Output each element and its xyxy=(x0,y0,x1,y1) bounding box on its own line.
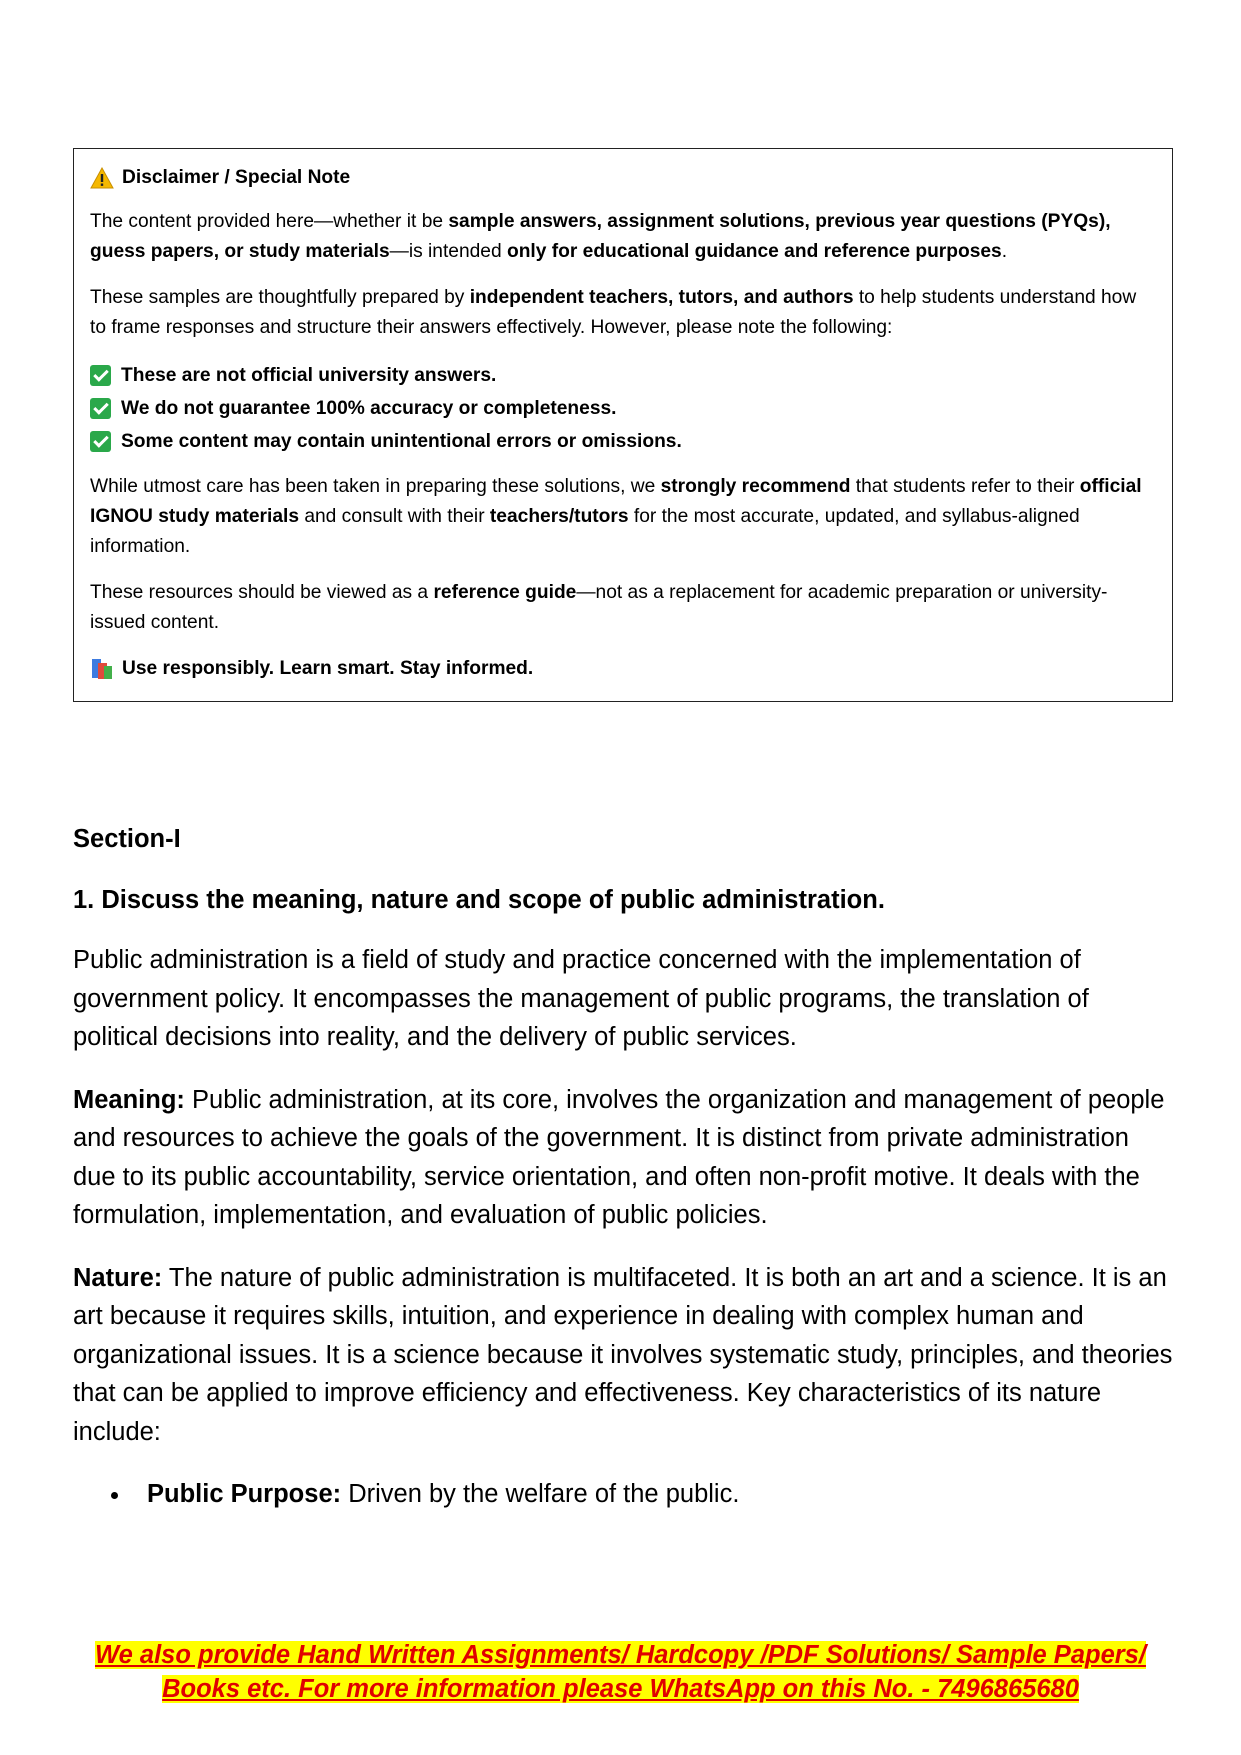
intro-paragraph: Public administration is a field of study and practice concerned with the implementation of government policy. It encompasses the management of public programs, the translation of political decisions into reality, and the delivery of public services. xyxy=(73,946,1089,1051)
check-item-text: Some content may contain unintentional errors or omissions. xyxy=(121,430,682,452)
promo-line-1: We also provide Hand Written Assignments/ Hardcopy /PDF Solutions/ Sample Papers/ xyxy=(95,1641,1146,1669)
text-run: and consult with their xyxy=(299,506,490,527)
text-run: While utmost care has been taken in preparing these solutions, we xyxy=(90,476,661,497)
bold-run: only for educational guidance and reference purposes xyxy=(506,241,1002,262)
check-item xyxy=(90,425,1156,458)
text-run: —not as a replacement for academic preparation or university-issued content. xyxy=(90,582,1108,633)
text-run: for the most accurate, updated, and syllabus-aligned information. xyxy=(90,506,1080,557)
bold-run: independent teachers, tutors, and authors xyxy=(469,287,854,308)
check-item xyxy=(90,359,1156,392)
text-run: The content provided here—whether it be xyxy=(90,211,449,232)
text-run: that students refer to their xyxy=(850,476,1080,497)
list-item xyxy=(147,1475,1173,1514)
bold-run: official IGNOU study materials xyxy=(90,476,1142,527)
disclaimer-box xyxy=(73,148,1173,702)
checkmark-icon xyxy=(90,398,111,419)
bold-run: sample answers, assignment solutions, previous year questions (PYQs), guess papers, or study materials xyxy=(90,211,1111,262)
meaning-text: Public administration, at its core, involves the organization and management of people and resources to achieve the goals of the government. It is distinct from private administration due to its public accountability, service orientation, and often non-profit motive. It deals with the formulation, implementation, and evaluation of public policies. xyxy=(73,1085,1165,1229)
question-heading: 1. Discuss the meaning, nature and scope of public administration. xyxy=(73,885,885,914)
promo-banner xyxy=(0,1638,1241,1706)
bold-run: teachers/tutors xyxy=(489,506,629,527)
check-item-text: These are not official university answers. xyxy=(121,364,497,386)
text-run: . xyxy=(1001,241,1008,262)
meaning-paragraph xyxy=(73,1081,1173,1235)
disclaimer-paragraph-1 xyxy=(90,207,1156,267)
nature-paragraph xyxy=(73,1259,1173,1452)
disclaimer-footer xyxy=(90,654,1156,684)
disclaimer-title xyxy=(90,163,1156,193)
disclaimer-paragraph-4 xyxy=(90,578,1156,638)
main-content xyxy=(73,820,1173,1514)
disclaimer-paragraph-2 xyxy=(90,283,1156,343)
check-item xyxy=(90,392,1156,425)
books-icon xyxy=(90,657,114,681)
text-run: These samples are thoughtfully prepared by xyxy=(90,287,470,308)
section-heading: Section-I xyxy=(73,825,181,853)
nature-text: The nature of public administration is multifaceted. It is both an art and a science. It is an art because it requires skills, intuition, and experience in dealing with complex human and organizational issues. It is a science because it involves systematic study, principles, and theories that can be applied to improve efficiency and effectiveness. Key characteristics of its nature include: xyxy=(73,1263,1173,1446)
meaning-label: Meaning: xyxy=(73,1085,185,1114)
checkmark-icon xyxy=(90,365,111,386)
list-item-label: Public Purpose: xyxy=(147,1480,342,1508)
bold-run: reference guide xyxy=(433,582,577,603)
checkmark-icon xyxy=(90,431,111,452)
disclaimer-footer-text: Use responsibly. Learn smart. Stay informed. xyxy=(122,658,534,679)
warning-icon xyxy=(90,167,114,189)
nature-label: Nature: xyxy=(73,1263,163,1292)
characteristics-list xyxy=(73,1475,1173,1514)
bold-run: strongly recommend xyxy=(660,476,851,497)
promo-line-2: Books etc. For more information please WhatsApp on this No. - 7496865680 xyxy=(162,1675,1079,1703)
list-item-text: Driven by the welfare of the public. xyxy=(341,1480,740,1508)
disclaimer-title-text: Disclaimer / Special Note xyxy=(122,167,351,188)
check-item-text: We do not guarantee 100% accuracy or completeness. xyxy=(121,397,617,419)
text-run: These resources should be viewed as a xyxy=(90,582,434,603)
disclaimer-paragraph-3 xyxy=(90,472,1156,562)
text-run: to help students understand how to frame responses and structure their answers effectively. However, please note the following: xyxy=(90,287,1137,338)
text-run: —is intended xyxy=(389,241,507,262)
check-list xyxy=(90,359,1156,458)
